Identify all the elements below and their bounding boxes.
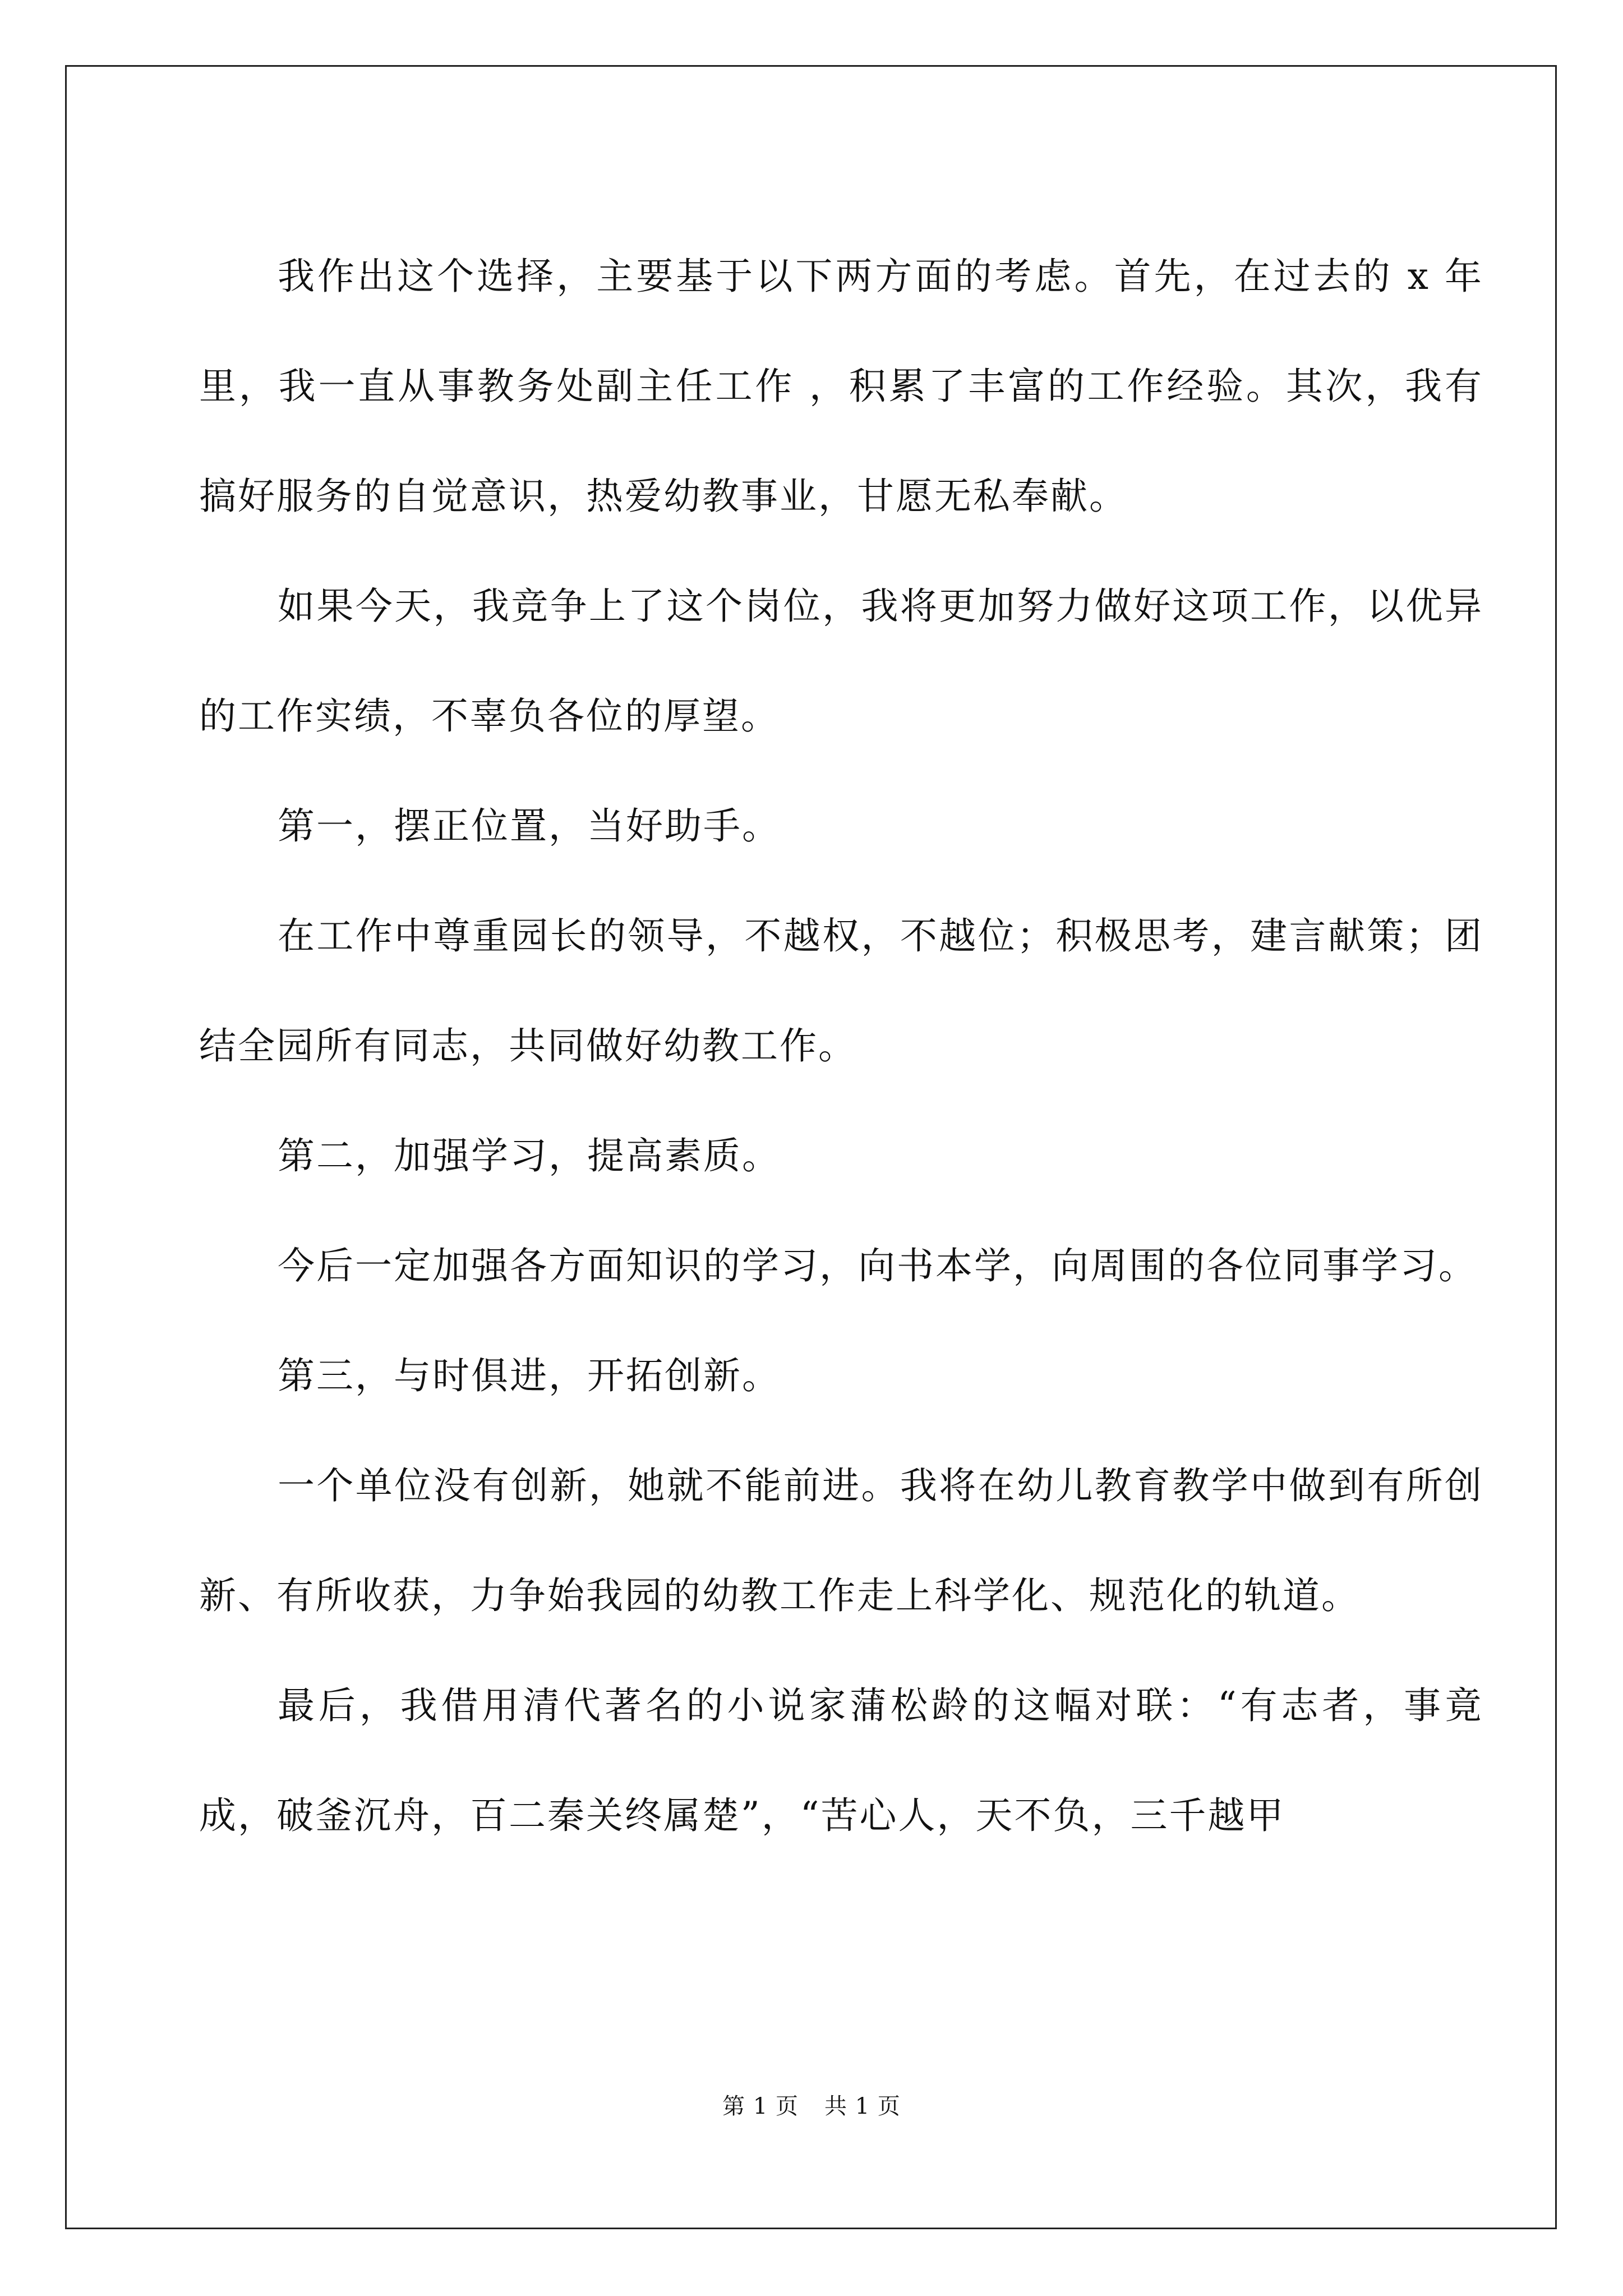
page-number: 第 1 页: [722, 2093, 799, 2119]
paragraph: 我作出这个选择，主要基于以下两方面的考虑。首先，在过去的 x 年里，我一直从事教务处副主任工作 ，积累了丰富的工作经验。其次，我有搞好服务的自觉意识，热爱幼教事业，甘愿无私奉献。: [199, 255, 1483, 518]
paragraph: 如果今天，我竞争上了这个岗位，我将更加努力做好这项工作，以优异的工作实绩，不辜负各位的厚望。: [199, 585, 1483, 738]
page-footer: [0, 2088, 1623, 2120]
paragraph: 第三，与时俱进，开拓创新。: [278, 1354, 781, 1397]
document-body: [199, 222, 1483, 1871]
paragraph: 第一，摆正位置，当好助手。: [278, 804, 781, 848]
paragraph: 今后一定加强各方面知识的学习，向书本学，向周围的各位同事学习。: [278, 1244, 1477, 1287]
paragraph: 第二，加强学习，提高素质。: [278, 1134, 781, 1177]
page-total: 共 1 页: [824, 2093, 901, 2119]
paragraph: 最后，我借用清代著名的小说家蒲松龄的这幅对联：“有志者，事竟成，破釜沉舟，百二秦关终属楚”，“苦心人，天不负，三千越甲: [199, 1684, 1483, 1837]
paragraph: 在工作中尊重园长的领导，不越权，不越位；积极思考，建言献策；团结全园所有同志，共同做好幼教工作。: [199, 914, 1483, 1068]
paragraph: 一个单位没有创新，她就不能前进。我将在幼儿教育教学中做到有所创新、有所收获，力争始我园的幼教工作走上科学化、规范化的轨道。: [199, 1464, 1483, 1617]
